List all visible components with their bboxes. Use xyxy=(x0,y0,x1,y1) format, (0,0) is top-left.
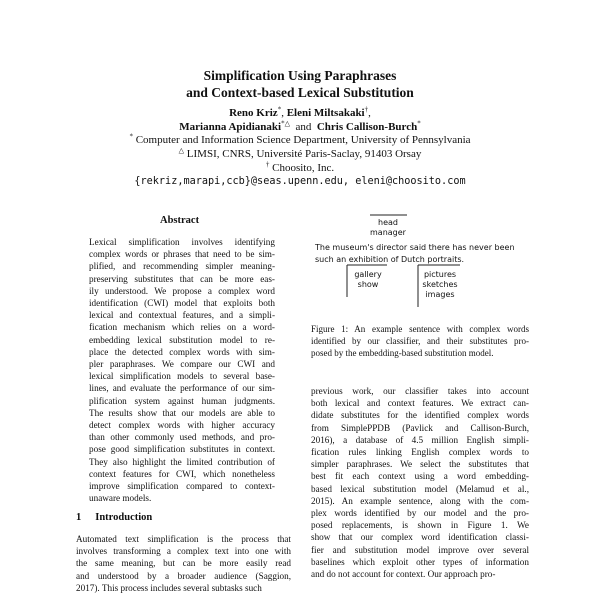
text-line: both lexical and context features. We extract can- xyxy=(311,398,529,409)
paper-title-line-2: and Context-based Lexical Substitution xyxy=(186,85,414,100)
text-line: baselines which exploit other types of information xyxy=(311,556,529,567)
affiliation-sup: † xyxy=(265,160,270,169)
affiliation-3 xyxy=(0,162,600,175)
paper-title-line-1: Simplification Using Paraphrases xyxy=(203,68,397,83)
text-line: 2016), a database of 4.5 million English simpli- xyxy=(311,434,529,445)
text-line: plification system against human judgments. xyxy=(89,395,275,406)
figure-right-box xyxy=(418,270,462,300)
affiliation-1 xyxy=(0,134,600,147)
section-heading-introduction xyxy=(76,512,152,523)
text-line: plified, and recommending simpler meaning- xyxy=(89,261,275,272)
author-name: Eleni Miltsakaki xyxy=(286,107,365,119)
text-line: identification (CWI) model that exploits both xyxy=(89,298,275,309)
text-line: plex words identified by our model and the pro- xyxy=(311,508,529,519)
figure-substitute-word: show xyxy=(357,280,379,289)
text-line: improve simplification compared to context- xyxy=(89,481,275,492)
text-line: They also highlight the limited contribution of xyxy=(89,456,275,467)
text-line: context features for CWI, which nonetheless xyxy=(89,468,275,479)
figure-sentence-line: such an exhibition of Dutch portraits. xyxy=(315,255,465,264)
figure-substitute-word: images xyxy=(425,290,455,299)
figure-left-box xyxy=(348,270,388,290)
figure-substitute-word: pictures xyxy=(423,270,457,279)
author-line-1: Reno Kriz*, Eleni Miltsakaki†, xyxy=(229,105,371,119)
text-line: from SimplePPDB (Pavlick and Callison-Burch, xyxy=(311,422,529,433)
abstract-body xyxy=(89,236,275,504)
author-name: Marianna Apidianaki xyxy=(179,121,282,133)
text-line: lines, and evaluate the performance of our sim- xyxy=(89,383,275,394)
text-line: fier and substitution model improve over several xyxy=(311,544,529,555)
affiliation-text: LIMSI, CNRS, Université Paris-Saclay, 91403 Orsay xyxy=(186,148,422,160)
author-name: Chris Callison-Burch xyxy=(316,121,418,133)
affiliation-sup: * xyxy=(129,132,133,141)
text-line: involves transforming a complex text into one with xyxy=(76,546,291,557)
abstract-heading: Abstract xyxy=(160,215,200,226)
figure-top-box xyxy=(368,218,408,238)
text-line: lexical and contextual features, and a simpli- xyxy=(89,310,275,321)
text-line: 2015). An example sentence, along with the com- xyxy=(311,495,529,506)
text-line: lexical simplification models to several base- xyxy=(89,371,275,382)
text-line: The results show that our models are able to xyxy=(89,407,275,418)
section-title: Introduction xyxy=(95,512,153,523)
author-sup: * xyxy=(417,119,421,128)
text-line: fication rules linking English complex words to xyxy=(311,447,529,458)
figure-substitute-word: sketches xyxy=(422,280,458,289)
author-sup: * xyxy=(277,105,282,114)
text-line: posed by the embedding-based substitution model. xyxy=(311,348,494,358)
text-line: Automated text simplification is the process that xyxy=(76,534,291,544)
introduction-body xyxy=(76,533,291,594)
section-number: 1 xyxy=(76,512,82,523)
figure-sentence-line: The museum's director said there has never been xyxy=(315,243,515,252)
affiliation-sup: △ xyxy=(178,146,185,155)
text-line: pler paraphrases. We compare our CWI and xyxy=(89,359,275,370)
text-line: ily understood. We propose a complex word xyxy=(89,285,275,296)
text-line: embedding lexical substitution model to re- xyxy=(89,334,275,345)
text-line: place the detected complex words with sim- xyxy=(89,346,275,357)
author-sup: *△ xyxy=(281,119,290,128)
author-line-2 xyxy=(0,121,600,134)
text-line: posed replacements, is shown in Figure 1. We xyxy=(311,520,529,531)
text-line: than other commonly used methods, and pro- xyxy=(89,432,275,443)
affiliation-text: Computer and Information Science Department, University of Pennsylvania xyxy=(135,134,471,146)
author-emails: {rekriz,marapi,ccb}@seas.upenn.edu, eleni@choosito.com xyxy=(134,176,466,187)
right-column-body xyxy=(311,385,529,580)
affiliation-text: Choosito, Inc. xyxy=(272,162,335,174)
text-line: simpler paraphrases. We select the substitutes that xyxy=(311,459,529,470)
text-line: and do not account for context. Our approach pro- xyxy=(311,569,496,580)
text-line: complex words or phrases that need to be sim- xyxy=(89,249,275,260)
text-line: the same meaning, but can be more easily read xyxy=(76,558,291,569)
author-name: Reno Kriz xyxy=(229,107,278,119)
figure-substitute-word: head xyxy=(378,218,398,227)
text-line: Lexical simplification involves identifying xyxy=(89,237,275,247)
author-sup: † xyxy=(364,105,369,114)
figure-sentence xyxy=(315,242,515,266)
text-line: detect complex words with higher accuracy xyxy=(89,420,275,431)
figure-substitute-word: gallery xyxy=(354,270,382,279)
text-line: pose good simplification substitutes in context. xyxy=(89,444,275,455)
figure-substitute-word: manager xyxy=(370,228,406,237)
text-line: preserving substitutes that can be more eas- xyxy=(89,273,275,284)
text-line: identified by our classifier, and their substitutes pro- xyxy=(311,336,529,346)
text-line: didate substitutes for the identified complex words xyxy=(311,410,529,421)
text-line: previous work, our classifier takes into account xyxy=(311,386,529,396)
text-line: show that our complex word identification classi- xyxy=(311,532,529,543)
affiliation-2 xyxy=(0,148,600,161)
text-line: 2017). This process includes several subtasks such xyxy=(76,582,262,593)
text-line: based lexical substitution model (Melamud et al., xyxy=(311,483,529,494)
text-line: best fit each context using a word embedding- xyxy=(311,471,529,482)
figure-1-caption xyxy=(311,323,529,359)
text-line: and understood by a broader audience (Saggion, xyxy=(76,570,291,581)
author-and: and xyxy=(295,121,312,133)
text-line: fication mechanism which relies on a word- xyxy=(89,322,275,333)
text-line: Figure 1: An example sentence with complex words xyxy=(311,324,529,334)
text-line: unaware models. xyxy=(89,493,152,504)
